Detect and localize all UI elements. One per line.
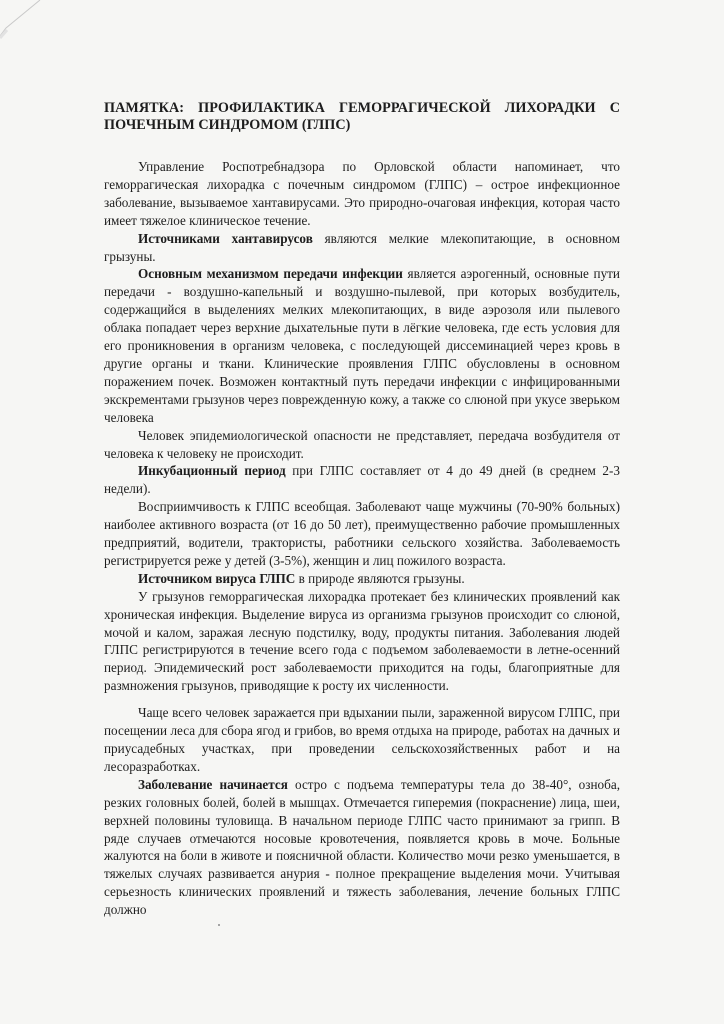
paragraph-text: являются мелкие млекопитающие, в основном грызуны. [104, 230, 620, 264]
paragraph-lead: Источниками хантавирусов [138, 230, 313, 246]
paragraph-sources [104, 230, 620, 266]
paragraph-lead: Инкубационный период [138, 463, 286, 479]
paragraph-human-danger [104, 427, 620, 463]
paragraph-infection-ways [104, 704, 620, 776]
paragraph-incubation [104, 462, 620, 498]
paragraph-transmission [104, 265, 620, 426]
paragraph-text: Чаще всего человек заражается при вдыхании пыли, зараженной вирусом ГЛПС, при посещении леса для сбора ягод и грибов, во время отдыха на природе, работах на дачных и приусадебных участках, при проведении сельскохозяйственных работ и на лесоразработках. [104, 705, 620, 774]
paragraph-intro [104, 158, 620, 230]
paragraph-rodents [104, 588, 620, 695]
paragraph-text: при ГЛПС составляет от 4 до 49 дней (в среднем 2-3 недели). [104, 463, 621, 497]
paragraph-text: остро с подъема температуры тела до 38-40°, озноба, резких головных болей, болей в мышцах. Отмечается гиперемия (покраснение) лица, шеи, верхней половины туловища. В начальном периоде ГЛПС часто принимают за грипп. В ряде случаев отмечаются носовые кровотечения, появляется кровь в моче. Больные жалуются на боли в животе и поясничной области. Количество мочи резко уменьшается, в тяжелых случаях развивается анурия - полное прекращение выделения мочи. Учитывая серьезность клинических проявлений и тяжесть заболевания, лечение больных ГЛПС должно [104, 776, 620, 918]
paragraph-text: Управление Роспотребнадзора по Орловской области напоминает, что геморрагическая лихорадка с почечным синдромом (ГЛПС) – острое инфекционное заболевание, вызываемое хантавирусами. Это природно-очаговая инфекция, которая часто имеет тяжелое клиническое течение. [104, 159, 620, 228]
paragraph-symptoms [104, 776, 620, 919]
paragraph-lead: Основным механизмом передачи инфекции [138, 266, 403, 282]
paragraph-virus-source [104, 570, 620, 588]
paragraph-lead: Источником вируса ГЛПС [138, 570, 296, 586]
paragraph-text: У грызунов геморрагическая лихорадка протекает без клинических проявлений как хроническая инфекция. Выделение вируса из организма грызунов происходит со слюной, мочой и калом, заражая лесную подстилку, воду, продукты питания. Заболевания людей ГЛПС регистрируются в течение всего года с подъемом заболеваемости в летне-осенний период. Эпидемический рост заболеваемости приходится на годы, благоприятные для размножения грызунов, приводящие к росту их численности. [104, 588, 620, 694]
paragraph-lead: Заболевание начинается [138, 776, 288, 792]
document-body [104, 100, 620, 919]
paragraph-text: Человек эпидемиологической опасности не представляет, передача возбудителя от человека к человеку не происходит. [104, 427, 620, 461]
page-corner-fold [0, 0, 120, 90]
paragraph-text: в природе являются грызуны. [295, 570, 465, 586]
paragraph-text: является аэрогенный, основные пути передачи - воздушно-капельный и воздушно-пылевой, при которых возбудитель, содержащийся в выделениях мелких млекопитающих, в виде аэрозоля или пылевого облака попадает через верхние дыхательные пути в лёгкие человека, где есть условия для его проникновения в организм человека, с последующей диссеминацией через кровь в другие органы и ткани. Клинические проявления ГЛПС обусловлены в основном поражением почек. Возможен контактный путь передачи инфекции с инфицированными экскрементами грызунов через поврежденную кожу, а также со слюной при укусе зверьком человека [104, 266, 620, 425]
paragraph-susceptibility [104, 498, 620, 570]
document-title: ПАМЯТКА: ПРОФИЛАКТИКА ГЕМОРРАГИЧЕСКОЙ ЛИХОРАДКИ С ПОЧЕЧНЫМ СИНДРОМОМ (ГЛПС) [104, 100, 620, 133]
paragraph-text: Восприимчивость к ГЛПС всеобщая. Заболевают чаще мужчины (70-90% больных) наиболее активного возраста (от 16 до 50 лет), преимущественно рабочие промышленных предприятий, водители, трактористы, работники сельского хозяйства. Заболеваемость регистрируется реже у детей (3-5%), женщин и лиц пожилого возраста. [104, 499, 620, 568]
scan-speck [218, 924, 220, 926]
